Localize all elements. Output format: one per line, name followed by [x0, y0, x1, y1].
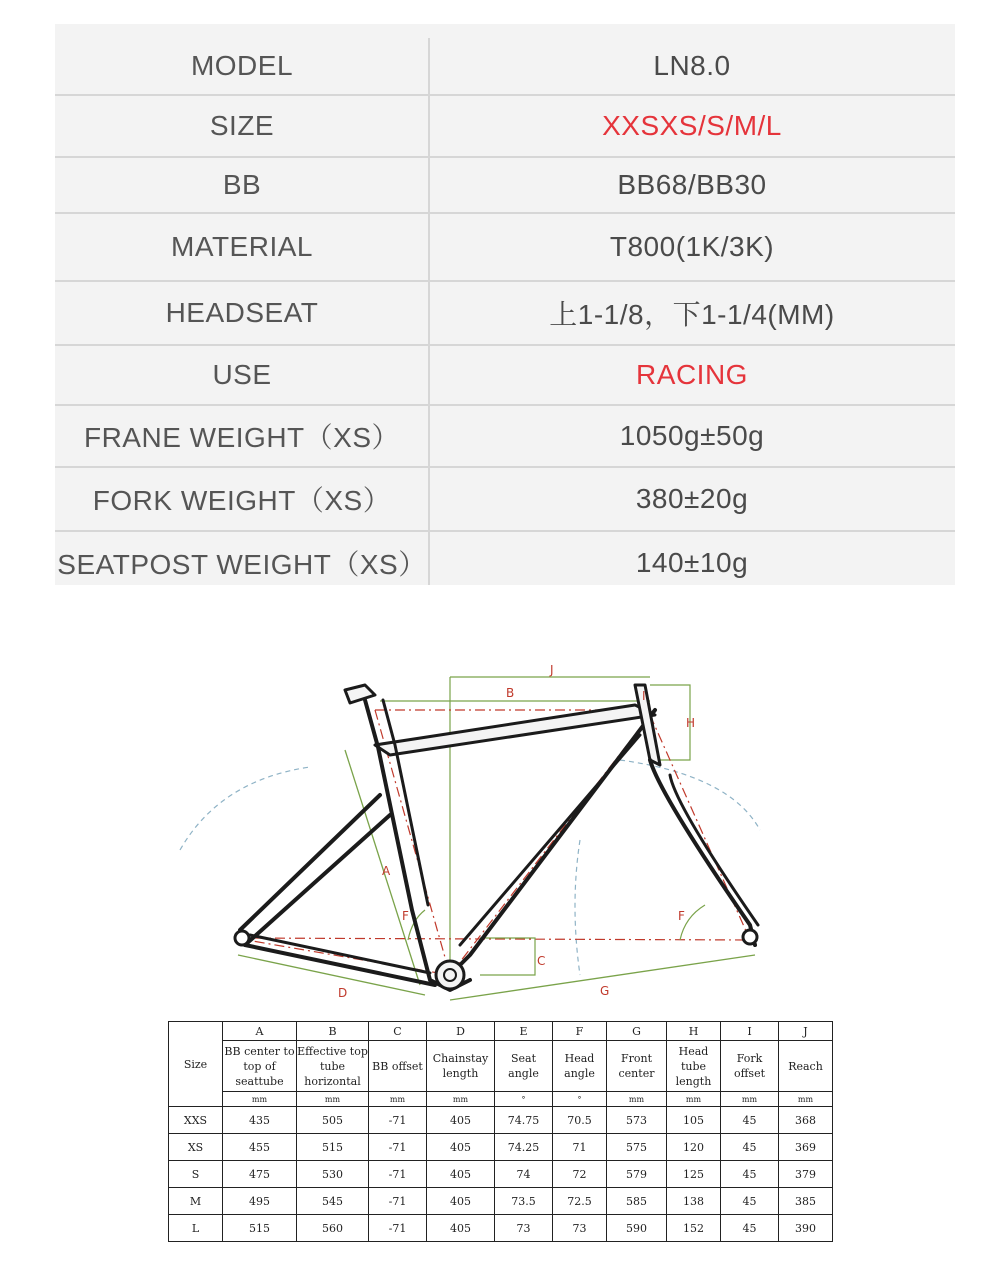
table-row: [169, 1134, 833, 1161]
value-cell: 138: [667, 1188, 721, 1215]
size-cell: L: [169, 1215, 223, 1242]
col-letter: E: [495, 1022, 553, 1041]
value-cell: 575: [607, 1134, 667, 1161]
col-description: Reach: [779, 1041, 833, 1092]
spec-value: T800(1K/3K): [609, 231, 775, 262]
value-cell: 45: [721, 1134, 779, 1161]
value-cell: 560: [297, 1215, 369, 1242]
size-cell: XS: [169, 1134, 223, 1161]
label-i: I: [642, 689, 646, 703]
spec-label: MODEL: [190, 50, 294, 81]
col-unit: mm: [607, 1092, 667, 1107]
dim-line-c: [480, 938, 535, 975]
table-row: [169, 1188, 833, 1215]
spec-label: SIZE: [209, 110, 275, 141]
col-description: Seat angle: [495, 1041, 553, 1092]
col-description: Head tube length: [667, 1041, 721, 1092]
col-unit: mm: [427, 1092, 495, 1107]
col-letter: G: [607, 1022, 667, 1041]
value-cell: 45: [721, 1188, 779, 1215]
label-d: D: [338, 986, 348, 1000]
col-description: Fork offset: [721, 1041, 779, 1092]
value-cell: 45: [721, 1107, 779, 1134]
rear-dropout: [235, 931, 249, 945]
col-description: Front center: [607, 1041, 667, 1092]
value-cell: -71: [369, 1161, 427, 1188]
value-cell: 405: [427, 1107, 495, 1134]
value-cell: 125: [667, 1161, 721, 1188]
spec-label: SEATPOST WEIGHT（XS）: [57, 549, 427, 580]
spec-row-bb: [55, 158, 955, 212]
fork-dropout: [743, 930, 757, 944]
spec-value: 140±10g: [635, 547, 749, 578]
spec-row-frame-weight: [55, 406, 955, 466]
label-j: J: [550, 663, 554, 677]
value-cell: 545: [297, 1188, 369, 1215]
value-cell: 71: [553, 1134, 607, 1161]
col-letter: D: [427, 1022, 495, 1041]
geometry-unit-row: [169, 1092, 833, 1107]
value-cell: -71: [369, 1215, 427, 1242]
spec-row-model: [55, 38, 955, 94]
value-cell: 435: [223, 1107, 297, 1134]
value-cell: 573: [607, 1107, 667, 1134]
col-unit: mm: [369, 1092, 427, 1107]
col-unit: °: [553, 1092, 607, 1107]
table-row: [169, 1107, 833, 1134]
value-cell: 585: [607, 1188, 667, 1215]
size-cell: M: [169, 1188, 223, 1215]
value-cell: 73: [495, 1215, 553, 1242]
value-cell: 379: [779, 1161, 833, 1188]
value-cell: 74: [495, 1161, 553, 1188]
value-cell: 74.75: [495, 1107, 553, 1134]
size-header: Size: [169, 1022, 223, 1107]
col-letter: H: [667, 1022, 721, 1041]
spec-row-fork-weight: [55, 468, 955, 530]
value-cell: 45: [721, 1161, 779, 1188]
label-f-seat: F: [402, 909, 409, 923]
label-f-head: F: [678, 909, 685, 923]
col-letter: A: [223, 1022, 297, 1041]
col-description: Chainstay length: [427, 1041, 495, 1092]
spec-value: 1050g±50g: [619, 420, 765, 451]
value-cell: 152: [667, 1215, 721, 1242]
col-unit: °: [495, 1092, 553, 1107]
spec-table: [55, 24, 955, 585]
spec-row-material: [55, 214, 955, 280]
spec-label: FRANE WEIGHT（XS）: [83, 422, 400, 453]
value-cell: 70.5: [553, 1107, 607, 1134]
table-row: [169, 1215, 833, 1242]
label-g: G: [600, 984, 610, 998]
frame-outline: [240, 685, 758, 990]
spec-label: BB: [222, 169, 262, 200]
value-cell: 515: [223, 1215, 297, 1242]
value-cell: -71: [369, 1134, 427, 1161]
col-letter: B: [297, 1022, 369, 1041]
spec-label: USE: [212, 359, 272, 390]
label-a: A: [382, 864, 391, 878]
value-cell: 72.5: [553, 1188, 607, 1215]
col-description: BB center to top of seattube: [223, 1041, 297, 1092]
value-cell: 369: [779, 1134, 833, 1161]
value-cell: 73.5: [495, 1188, 553, 1215]
value-cell: 72: [553, 1161, 607, 1188]
value-cell: 475: [223, 1161, 297, 1188]
value-cell: 405: [427, 1215, 495, 1242]
bottom-bracket: [436, 961, 464, 989]
value-cell: -71: [369, 1188, 427, 1215]
spec-value: 380±20g: [635, 483, 749, 514]
col-letter: F: [553, 1022, 607, 1041]
table-row: [169, 1161, 833, 1188]
label-b: B: [506, 686, 515, 700]
spec-label: MATERIAL: [171, 231, 313, 262]
value-cell: 515: [297, 1134, 369, 1161]
spec-row-size: [55, 96, 955, 156]
spec-row-headseat: [55, 282, 955, 344]
value-cell: -71: [369, 1107, 427, 1134]
spec-label: HEADSEAT: [165, 297, 319, 328]
col-unit: mm: [223, 1092, 297, 1107]
value-cell: 590: [607, 1215, 667, 1242]
label-h: H: [686, 716, 696, 730]
value-cell: 455: [223, 1134, 297, 1161]
spec-value-highlight: RACING: [636, 359, 748, 390]
col-unit: mm: [721, 1092, 779, 1107]
spec-row-seatpost-weight: [55, 532, 955, 594]
spec-value-highlight: XXSXS/S/M/L: [602, 110, 782, 141]
col-letter: J: [779, 1022, 833, 1041]
value-cell: 74.25: [495, 1134, 553, 1161]
value-cell: 385: [779, 1188, 833, 1215]
spec-value: LN8.0: [653, 50, 731, 81]
size-cell: XXS: [169, 1107, 223, 1134]
col-description: BB offset: [369, 1041, 427, 1092]
value-cell: 120: [667, 1134, 721, 1161]
label-c: C: [537, 954, 546, 968]
geometry-data-rows: [169, 1107, 833, 1242]
col-unit: mm: [779, 1092, 833, 1107]
value-cell: 45: [721, 1215, 779, 1242]
spec-label: FORK WEIGHT（XS）: [92, 485, 392, 516]
geometry-table: [168, 1021, 833, 1242]
value-cell: 73: [553, 1215, 607, 1242]
size-cell: S: [169, 1161, 223, 1188]
frame-geometry-diagram: [150, 655, 850, 1020]
col-letter: C: [369, 1022, 427, 1041]
wheel-arc-front-lower: [575, 840, 580, 975]
spec-row-use: [55, 346, 955, 404]
value-cell: 530: [297, 1161, 369, 1188]
value-cell: 505: [297, 1107, 369, 1134]
geometry-letter-row: [169, 1022, 833, 1041]
col-unit: mm: [667, 1092, 721, 1107]
value-cell: 390: [779, 1215, 833, 1242]
value-cell: 495: [223, 1188, 297, 1215]
value-cell: 405: [427, 1188, 495, 1215]
wheel-arc-rear: [180, 767, 310, 850]
col-description: Effective top tube horizontal: [297, 1041, 369, 1092]
col-letter: I: [721, 1022, 779, 1041]
spec-value: 上1-1/8，下1-1/4(MM): [549, 299, 835, 330]
value-cell: 105: [667, 1107, 721, 1134]
value-cell: 405: [427, 1134, 495, 1161]
value-cell: 405: [427, 1161, 495, 1188]
col-unit: mm: [297, 1092, 369, 1107]
geometry-description-row: [169, 1041, 833, 1092]
value-cell: 368: [779, 1107, 833, 1134]
value-cell: 579: [607, 1161, 667, 1188]
spec-value: BB68/BB30: [617, 169, 767, 200]
col-description: Head angle: [553, 1041, 607, 1092]
